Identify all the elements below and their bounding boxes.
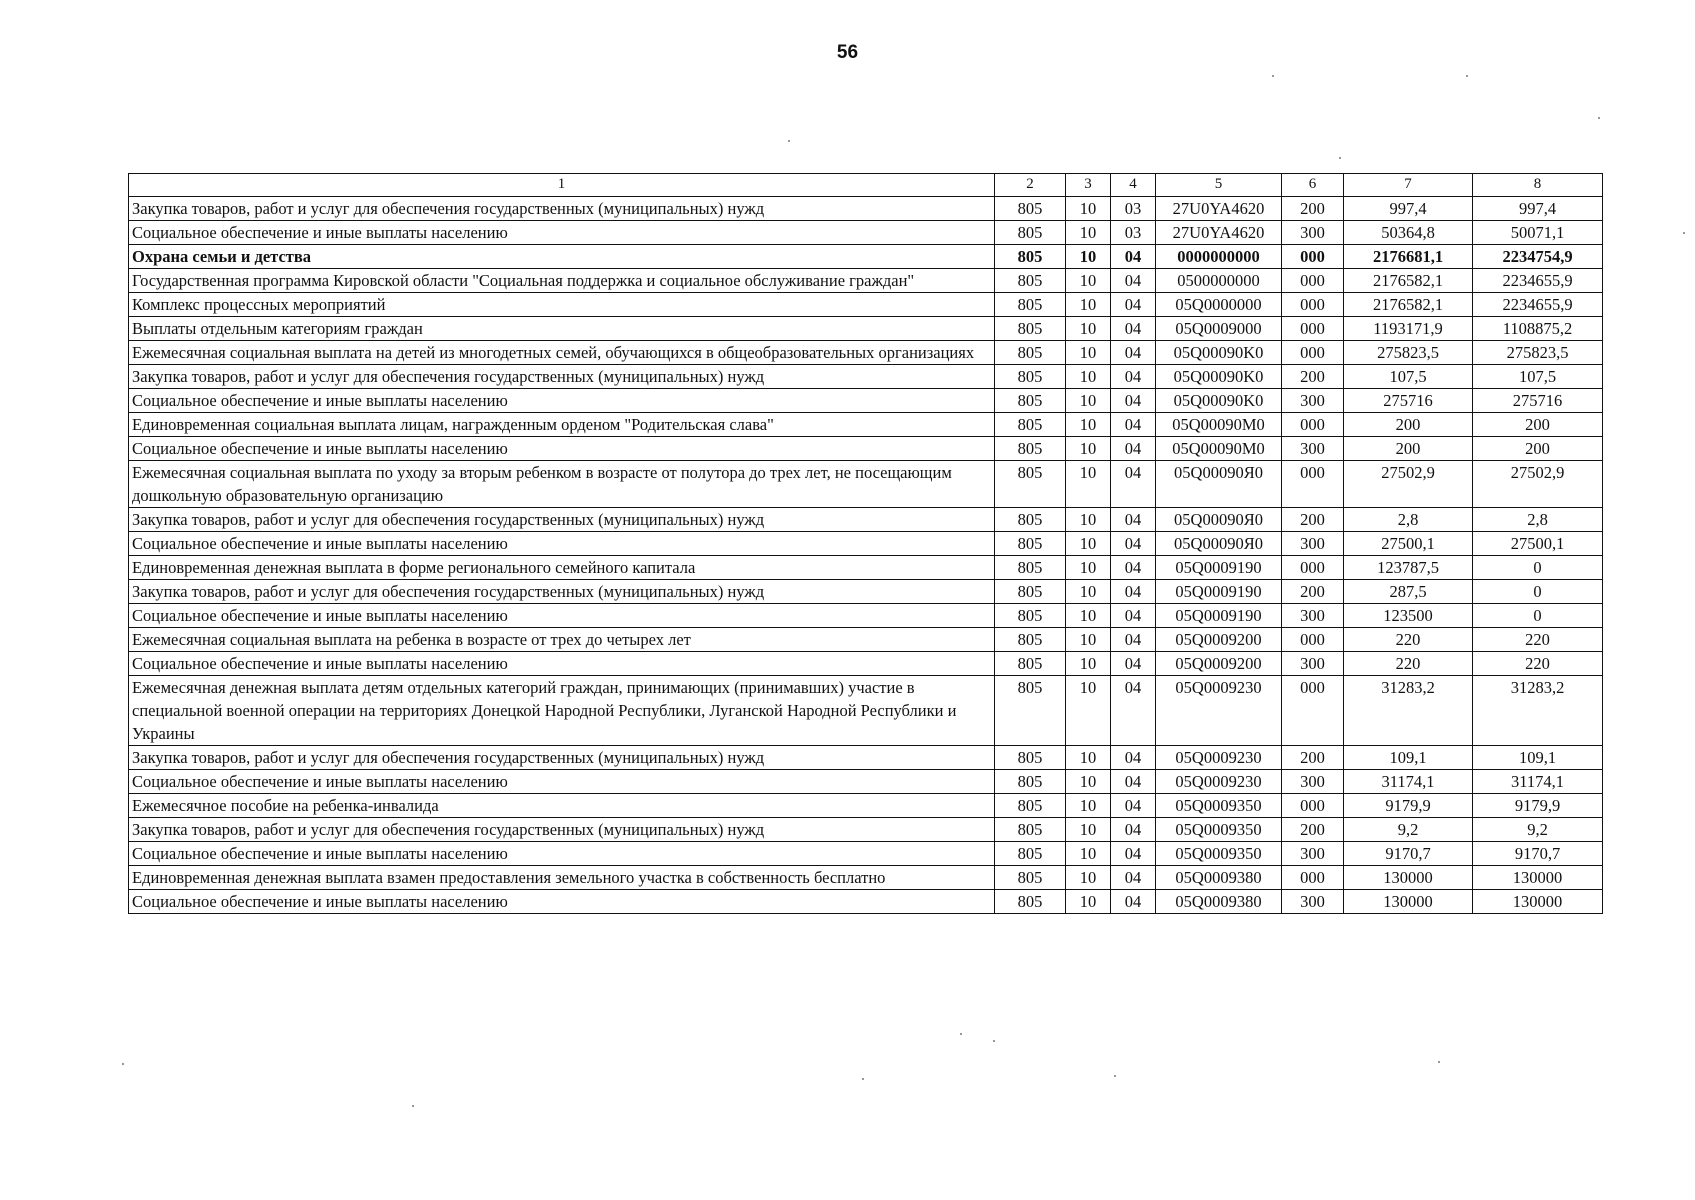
table-row xyxy=(129,770,1603,794)
table-body xyxy=(129,197,1603,914)
row-col5-cell: 05Q00090M0 xyxy=(1156,437,1282,461)
row-col8-cell: 200 xyxy=(1473,413,1603,437)
row-col7-cell: 130000 xyxy=(1344,890,1473,914)
row-col2-cell: 805 xyxy=(995,413,1066,437)
row-col4-cell: 04 xyxy=(1111,842,1156,866)
row-name-cell: Закупка товаров, работ и услуг для обеспечения государственных (муниципальных) нужд xyxy=(129,197,995,221)
row-col4-cell: 04 xyxy=(1111,437,1156,461)
row-col3-cell: 10 xyxy=(1066,532,1111,556)
scan-speck xyxy=(122,1063,124,1065)
row-col5-cell: 05Q0009230 xyxy=(1156,770,1282,794)
row-col2-cell: 805 xyxy=(995,770,1066,794)
row-col3-cell: 10 xyxy=(1066,389,1111,413)
row-col2-cell: 805 xyxy=(995,293,1066,317)
row-col2-cell: 805 xyxy=(995,890,1066,914)
row-col7-cell: 123787,5 xyxy=(1344,556,1473,580)
table-row xyxy=(129,293,1603,317)
row-col6-cell: 300 xyxy=(1282,890,1344,914)
row-col2-cell: 805 xyxy=(995,245,1066,269)
row-col7-cell: 997,4 xyxy=(1344,197,1473,221)
row-col7-cell: 275823,5 xyxy=(1344,341,1473,365)
row-col4-cell: 04 xyxy=(1111,293,1156,317)
budget-table xyxy=(128,173,1603,914)
table-row xyxy=(129,365,1603,389)
row-col5-cell: 05Q00090K0 xyxy=(1156,389,1282,413)
scan-speck xyxy=(788,140,790,142)
table-row xyxy=(129,341,1603,365)
row-col5-cell: 05Q0009190 xyxy=(1156,556,1282,580)
row-col7-cell: 123500 xyxy=(1344,604,1473,628)
row-name-cell: Закупка товаров, работ и услуг для обеспечения государственных (муниципальных) нужд xyxy=(129,580,995,604)
row-col4-cell: 04 xyxy=(1111,341,1156,365)
table-row xyxy=(129,842,1603,866)
row-col5-cell: 27U0YA4620 xyxy=(1156,197,1282,221)
row-name-cell: Социальное обеспечение и иные выплаты населению xyxy=(129,842,995,866)
row-col2-cell: 805 xyxy=(995,221,1066,245)
row-col6-cell: 200 xyxy=(1282,580,1344,604)
row-col7-cell: 2176681,1 xyxy=(1344,245,1473,269)
row-col3-cell: 10 xyxy=(1066,341,1111,365)
table-row xyxy=(129,532,1603,556)
row-col6-cell: 000 xyxy=(1282,341,1344,365)
row-col7-cell: 220 xyxy=(1344,652,1473,676)
row-name-cell: Единовременная социальная выплата лицам, награжденным орденом "Родительская слава" xyxy=(129,413,995,437)
row-col8-cell: 9170,7 xyxy=(1473,842,1603,866)
row-col2-cell: 805 xyxy=(995,508,1066,532)
row-col4-cell: 04 xyxy=(1111,890,1156,914)
row-col8-cell: 31174,1 xyxy=(1473,770,1603,794)
row-name-cell: Социальное обеспечение и иные выплаты населению xyxy=(129,221,995,245)
header-cell: 4 xyxy=(1111,174,1156,197)
scan-speck xyxy=(1598,117,1600,119)
scan-speck xyxy=(1272,75,1274,77)
scan-speck xyxy=(1466,75,1468,77)
row-col3-cell: 10 xyxy=(1066,437,1111,461)
row-col5-cell: 05Q00090Я0 xyxy=(1156,532,1282,556)
row-name-cell: Социальное обеспечение и иные выплаты населению xyxy=(129,890,995,914)
row-col4-cell: 04 xyxy=(1111,508,1156,532)
table-row xyxy=(129,389,1603,413)
row-col5-cell: 05Q0009380 xyxy=(1156,866,1282,890)
row-col2-cell: 805 xyxy=(995,556,1066,580)
row-col8-cell: 220 xyxy=(1473,652,1603,676)
page-number: 56 xyxy=(836,42,859,63)
row-name-cell: Социальное обеспечение и иные выплаты населению xyxy=(129,532,995,556)
row-col4-cell: 04 xyxy=(1111,389,1156,413)
row-col8-cell: 2,8 xyxy=(1473,508,1603,532)
row-col2-cell: 805 xyxy=(995,794,1066,818)
row-col2-cell: 805 xyxy=(995,652,1066,676)
row-col5-cell: 05Q0009190 xyxy=(1156,604,1282,628)
row-col8-cell: 27502,9 xyxy=(1473,461,1603,508)
row-col8-cell: 9179,9 xyxy=(1473,794,1603,818)
row-col4-cell: 04 xyxy=(1111,556,1156,580)
table-row xyxy=(129,652,1603,676)
row-col6-cell: 000 xyxy=(1282,556,1344,580)
row-col8-cell: 107,5 xyxy=(1473,365,1603,389)
row-col7-cell: 275716 xyxy=(1344,389,1473,413)
row-col4-cell: 04 xyxy=(1111,245,1156,269)
row-col3-cell: 10 xyxy=(1066,269,1111,293)
row-col5-cell: 05Q00090M0 xyxy=(1156,413,1282,437)
table-row xyxy=(129,413,1603,437)
row-col4-cell: 04 xyxy=(1111,770,1156,794)
row-col5-cell: 05Q0009350 xyxy=(1156,794,1282,818)
header-cell: 2 xyxy=(995,174,1066,197)
table-row xyxy=(129,818,1603,842)
row-col5-cell: 05Q0009350 xyxy=(1156,818,1282,842)
row-col7-cell: 1193171,9 xyxy=(1344,317,1473,341)
row-col7-cell: 287,5 xyxy=(1344,580,1473,604)
row-col6-cell: 300 xyxy=(1282,770,1344,794)
row-col4-cell: 04 xyxy=(1111,269,1156,293)
row-col8-cell: 997,4 xyxy=(1473,197,1603,221)
row-col6-cell: 300 xyxy=(1282,221,1344,245)
row-col3-cell: 10 xyxy=(1066,604,1111,628)
row-name-cell: Охрана семьи и детства xyxy=(129,245,995,269)
row-col2-cell: 805 xyxy=(995,389,1066,413)
table-row xyxy=(129,508,1603,532)
table-row xyxy=(129,461,1603,508)
row-col2-cell: 805 xyxy=(995,269,1066,293)
row-col8-cell: 31283,2 xyxy=(1473,676,1603,746)
row-col8-cell: 220 xyxy=(1473,628,1603,652)
row-col2-cell: 805 xyxy=(995,365,1066,389)
header-cell: 5 xyxy=(1156,174,1282,197)
row-col7-cell: 50364,8 xyxy=(1344,221,1473,245)
row-col7-cell: 107,5 xyxy=(1344,365,1473,389)
row-col8-cell: 275823,5 xyxy=(1473,341,1603,365)
row-col3-cell: 10 xyxy=(1066,221,1111,245)
row-col6-cell: 000 xyxy=(1282,245,1344,269)
row-name-cell: Социальное обеспечение и иные выплаты населению xyxy=(129,770,995,794)
row-name-cell: Закупка товаров, работ и услуг для обеспечения государственных (муниципальных) нужд xyxy=(129,365,995,389)
row-col5-cell: 05Q00090Я0 xyxy=(1156,461,1282,508)
table-row xyxy=(129,676,1603,746)
table-row xyxy=(129,197,1603,221)
row-col6-cell: 300 xyxy=(1282,652,1344,676)
row-col5-cell: 0500000000 xyxy=(1156,269,1282,293)
row-col2-cell: 805 xyxy=(995,532,1066,556)
row-name-cell: Единовременная денежная выплата взамен предоставления земельного участка в собственность бесплатно xyxy=(129,866,995,890)
row-name-cell: Ежемесячная денежная выплата детям отдельных категорий граждан, принимающих (принимавших) участие в специальной военной операции на территориях Донецкой Народной Республики, Луганской Народной Республики и Украины xyxy=(129,676,995,746)
row-col5-cell: 05Q0009190 xyxy=(1156,580,1282,604)
row-col4-cell: 04 xyxy=(1111,461,1156,508)
row-col6-cell: 300 xyxy=(1282,389,1344,413)
row-col5-cell: 0000000000 xyxy=(1156,245,1282,269)
table-row xyxy=(129,746,1603,770)
row-col5-cell: 05Q0009230 xyxy=(1156,676,1282,746)
row-col5-cell: 05Q0009350 xyxy=(1156,842,1282,866)
row-name-cell: Ежемесячное пособие на ребенка-инвалида xyxy=(129,794,995,818)
row-name-cell: Закупка товаров, работ и услуг для обеспечения государственных (муниципальных) нужд xyxy=(129,508,995,532)
row-col3-cell: 10 xyxy=(1066,746,1111,770)
row-col3-cell: 10 xyxy=(1066,770,1111,794)
row-col2-cell: 805 xyxy=(995,437,1066,461)
row-col2-cell: 805 xyxy=(995,461,1066,508)
row-col6-cell: 300 xyxy=(1282,532,1344,556)
row-col2-cell: 805 xyxy=(995,317,1066,341)
row-col2-cell: 805 xyxy=(995,580,1066,604)
row-col3-cell: 10 xyxy=(1066,652,1111,676)
row-col3-cell: 10 xyxy=(1066,818,1111,842)
row-col6-cell: 200 xyxy=(1282,818,1344,842)
row-col3-cell: 10 xyxy=(1066,794,1111,818)
row-name-cell: Комплекс процессных мероприятий xyxy=(129,293,995,317)
row-col7-cell: 200 xyxy=(1344,437,1473,461)
row-col8-cell: 0 xyxy=(1473,580,1603,604)
row-col4-cell: 04 xyxy=(1111,365,1156,389)
row-col7-cell: 2,8 xyxy=(1344,508,1473,532)
scan-speck xyxy=(862,1078,864,1080)
row-col2-cell: 805 xyxy=(995,628,1066,652)
row-name-cell: Ежемесячная социальная выплата на ребенка в возрасте от трех до четырех лет xyxy=(129,628,995,652)
scan-speck xyxy=(412,1105,414,1107)
row-name-cell: Закупка товаров, работ и услуг для обеспечения государственных (муниципальных) нужд xyxy=(129,746,995,770)
row-col4-cell: 04 xyxy=(1111,818,1156,842)
row-col4-cell: 04 xyxy=(1111,794,1156,818)
row-col7-cell: 109,1 xyxy=(1344,746,1473,770)
row-col7-cell: 2176582,1 xyxy=(1344,293,1473,317)
row-col3-cell: 10 xyxy=(1066,461,1111,508)
row-col5-cell: 05Q00090Я0 xyxy=(1156,508,1282,532)
header-cell: 3 xyxy=(1066,174,1111,197)
row-col7-cell: 200 xyxy=(1344,413,1473,437)
row-col7-cell: 9,2 xyxy=(1344,818,1473,842)
row-col3-cell: 10 xyxy=(1066,628,1111,652)
row-col4-cell: 04 xyxy=(1111,317,1156,341)
row-col6-cell: 200 xyxy=(1282,365,1344,389)
row-col4-cell: 04 xyxy=(1111,676,1156,746)
row-col4-cell: 04 xyxy=(1111,532,1156,556)
row-name-cell: Социальное обеспечение и иные выплаты населению xyxy=(129,437,995,461)
header-cell: 8 xyxy=(1473,174,1603,197)
row-col6-cell: 000 xyxy=(1282,413,1344,437)
row-col3-cell: 10 xyxy=(1066,676,1111,746)
row-col2-cell: 805 xyxy=(995,866,1066,890)
scan-speck xyxy=(1114,1075,1116,1077)
row-col8-cell: 9,2 xyxy=(1473,818,1603,842)
row-col4-cell: 04 xyxy=(1111,413,1156,437)
row-col4-cell: 04 xyxy=(1111,580,1156,604)
row-col2-cell: 805 xyxy=(995,676,1066,746)
row-col4-cell: 03 xyxy=(1111,221,1156,245)
row-col6-cell: 200 xyxy=(1282,197,1344,221)
row-col7-cell: 9170,7 xyxy=(1344,842,1473,866)
table-row xyxy=(129,437,1603,461)
row-col5-cell: 05Q0009200 xyxy=(1156,652,1282,676)
row-col7-cell: 9179,9 xyxy=(1344,794,1473,818)
header-cell: 1 xyxy=(129,174,995,197)
row-col6-cell: 000 xyxy=(1282,628,1344,652)
row-col5-cell: 27U0YA4620 xyxy=(1156,221,1282,245)
row-col4-cell: 04 xyxy=(1111,628,1156,652)
row-col5-cell: 05Q0009000 xyxy=(1156,317,1282,341)
row-col3-cell: 10 xyxy=(1066,245,1111,269)
row-name-cell: Выплаты отдельным категориям граждан xyxy=(129,317,995,341)
row-col2-cell: 805 xyxy=(995,604,1066,628)
row-name-cell: Социальное обеспечение и иные выплаты населению xyxy=(129,389,995,413)
row-col6-cell: 200 xyxy=(1282,508,1344,532)
scan-speck xyxy=(960,1033,962,1035)
row-col3-cell: 10 xyxy=(1066,508,1111,532)
row-col7-cell: 31283,2 xyxy=(1344,676,1473,746)
row-col5-cell: 05Q0009200 xyxy=(1156,628,1282,652)
row-name-cell: Социальное обеспечение и иные выплаты населению xyxy=(129,604,995,628)
row-col8-cell: 50071,1 xyxy=(1473,221,1603,245)
row-col4-cell: 04 xyxy=(1111,604,1156,628)
row-col7-cell: 220 xyxy=(1344,628,1473,652)
scan-speck xyxy=(1438,1061,1440,1063)
row-col6-cell: 200 xyxy=(1282,746,1344,770)
table-row xyxy=(129,890,1603,914)
row-col2-cell: 805 xyxy=(995,842,1066,866)
row-col2-cell: 805 xyxy=(995,197,1066,221)
row-col8-cell: 1108875,2 xyxy=(1473,317,1603,341)
row-col2-cell: 805 xyxy=(995,818,1066,842)
scan-speck xyxy=(1339,157,1341,159)
row-col7-cell: 31174,1 xyxy=(1344,770,1473,794)
row-col8-cell: 275716 xyxy=(1473,389,1603,413)
row-col5-cell: 05Q0000000 xyxy=(1156,293,1282,317)
table-row xyxy=(129,245,1603,269)
row-col3-cell: 10 xyxy=(1066,556,1111,580)
table-row xyxy=(129,604,1603,628)
row-col2-cell: 805 xyxy=(995,341,1066,365)
row-col4-cell: 04 xyxy=(1111,652,1156,676)
row-col3-cell: 10 xyxy=(1066,317,1111,341)
row-col3-cell: 10 xyxy=(1066,890,1111,914)
row-col6-cell: 300 xyxy=(1282,842,1344,866)
row-col8-cell: 0 xyxy=(1473,556,1603,580)
row-name-cell: Ежемесячная социальная выплата на детей из многодетных семей, обучающихся в общеобразовательных организациях xyxy=(129,341,995,365)
table-row xyxy=(129,794,1603,818)
row-col6-cell: 000 xyxy=(1282,461,1344,508)
row-col5-cell: 05Q00090K0 xyxy=(1156,341,1282,365)
row-name-cell: Единовременная денежная выплата в форме регионального семейного капитала xyxy=(129,556,995,580)
header-cell: 6 xyxy=(1282,174,1344,197)
row-col4-cell: 03 xyxy=(1111,197,1156,221)
row-name-cell: Социальное обеспечение и иные выплаты населению xyxy=(129,652,995,676)
table-row xyxy=(129,221,1603,245)
table-header-row xyxy=(129,174,1603,197)
row-col6-cell: 300 xyxy=(1282,604,1344,628)
table-row xyxy=(129,866,1603,890)
row-col3-cell: 10 xyxy=(1066,842,1111,866)
table-row xyxy=(129,317,1603,341)
row-col3-cell: 10 xyxy=(1066,197,1111,221)
row-col8-cell: 0 xyxy=(1473,604,1603,628)
scan-speck xyxy=(993,1040,995,1042)
row-col6-cell: 000 xyxy=(1282,676,1344,746)
row-col4-cell: 04 xyxy=(1111,866,1156,890)
row-col6-cell: 300 xyxy=(1282,437,1344,461)
row-col5-cell: 05Q00090K0 xyxy=(1156,365,1282,389)
row-col3-cell: 10 xyxy=(1066,866,1111,890)
row-col7-cell: 27500,1 xyxy=(1344,532,1473,556)
row-col8-cell: 2234655,9 xyxy=(1473,293,1603,317)
row-col8-cell: 27500,1 xyxy=(1473,532,1603,556)
table-row xyxy=(129,556,1603,580)
row-col8-cell: 2234655,9 xyxy=(1473,269,1603,293)
row-col6-cell: 000 xyxy=(1282,293,1344,317)
row-col8-cell: 200 xyxy=(1473,437,1603,461)
row-col6-cell: 000 xyxy=(1282,866,1344,890)
table-row xyxy=(129,269,1603,293)
row-col3-cell: 10 xyxy=(1066,580,1111,604)
row-col6-cell: 000 xyxy=(1282,794,1344,818)
row-col2-cell: 805 xyxy=(995,746,1066,770)
table-row xyxy=(129,580,1603,604)
row-col7-cell: 130000 xyxy=(1344,866,1473,890)
row-name-cell: Государственная программа Кировской области "Социальная поддержка и социальное обслуживание граждан" xyxy=(129,269,995,293)
row-col6-cell: 000 xyxy=(1282,269,1344,293)
row-col8-cell: 109,1 xyxy=(1473,746,1603,770)
row-col8-cell: 130000 xyxy=(1473,866,1603,890)
table-row xyxy=(129,628,1603,652)
header-cell: 7 xyxy=(1344,174,1473,197)
row-col3-cell: 10 xyxy=(1066,413,1111,437)
row-col3-cell: 10 xyxy=(1066,365,1111,389)
row-col7-cell: 27502,9 xyxy=(1344,461,1473,508)
row-name-cell: Ежемесячная социальная выплата по уходу за вторым ребенком в возрасте от полутора до трех лет, не посещающим дошкольную образовательную организацию xyxy=(129,461,995,508)
row-col3-cell: 10 xyxy=(1066,293,1111,317)
row-col4-cell: 04 xyxy=(1111,746,1156,770)
row-col5-cell: 05Q0009380 xyxy=(1156,890,1282,914)
row-col6-cell: 000 xyxy=(1282,317,1344,341)
row-name-cell: Закупка товаров, работ и услуг для обеспечения государственных (муниципальных) нужд xyxy=(129,818,995,842)
row-col7-cell: 2176582,1 xyxy=(1344,269,1473,293)
scan-speck xyxy=(1683,232,1685,234)
row-col8-cell: 130000 xyxy=(1473,890,1603,914)
row-col5-cell: 05Q0009230 xyxy=(1156,746,1282,770)
row-col8-cell: 2234754,9 xyxy=(1473,245,1603,269)
